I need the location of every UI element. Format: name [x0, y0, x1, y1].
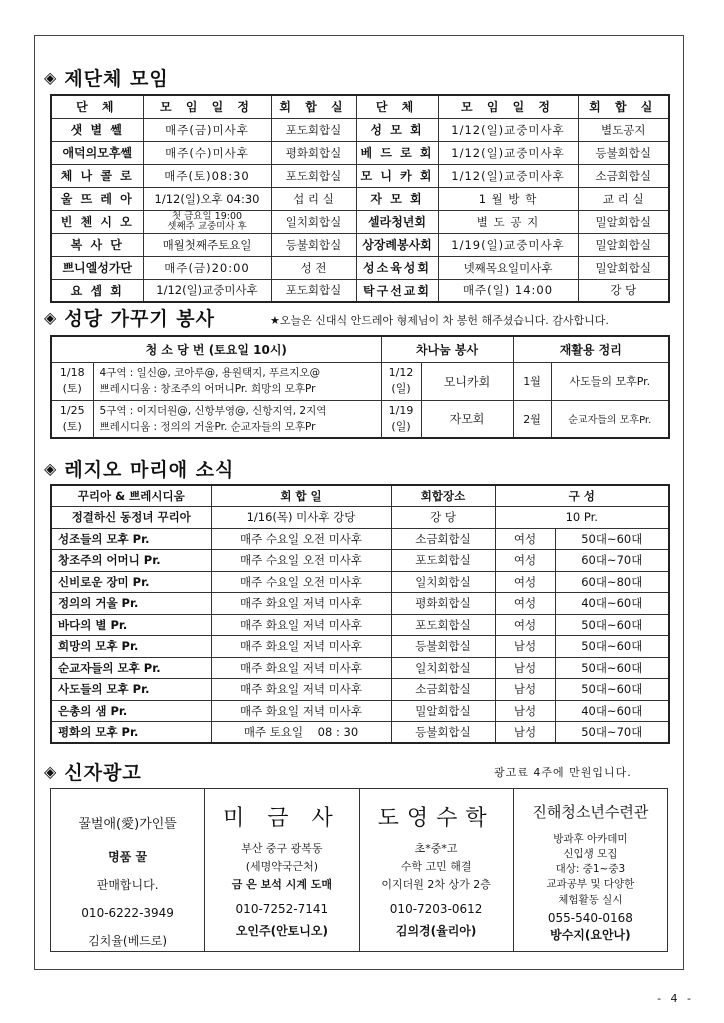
meeting-day: 매주 수요일 오전 미사후 [211, 528, 391, 550]
recycle-group: 사도들의 모후Pr. [551, 362, 669, 400]
room: 포도회합실 [271, 118, 356, 141]
schedule-line: 셋째주 교중미사 후 [167, 220, 247, 232]
diamond-icon: ◈ [44, 307, 57, 327]
ad-youth-center [514, 789, 667, 951]
ad-phone: 010-7252-7141 [235, 902, 329, 916]
age-range: 60대~80대 [555, 571, 669, 593]
month: 1월 [513, 362, 551, 400]
section-legio-heading [44, 455, 234, 482]
page-number: - 4 - [657, 992, 694, 1005]
presidium-name: 바다의 별 Pr. [51, 614, 211, 636]
table-row [51, 507, 669, 529]
date: 1/12 [388, 366, 414, 379]
section-title: 제단체 모임 [64, 68, 169, 90]
header-cell: 모 임 일 정 [143, 95, 271, 118]
room: 밀알회합실 [578, 256, 669, 279]
room: 일치회합실 [271, 210, 356, 233]
meeting-place: 소금회합실 [391, 679, 495, 701]
recycle-group: 순교자들의 모후Pr. [551, 400, 669, 438]
meeting-place: 포도회합실 [391, 614, 495, 636]
table-row [51, 528, 669, 550]
group-name: 자 모 회 [356, 187, 438, 210]
meeting-place: 일치회합실 [391, 657, 495, 679]
table-row [51, 187, 669, 210]
table-row [51, 279, 669, 302]
presidium-name: 희망의 모후 Pr. [51, 636, 211, 658]
ad-contact: 김치율(베드로) [88, 934, 168, 948]
composition: 10 Pr. [495, 507, 669, 529]
ad-line: 판매합니다. [96, 878, 159, 892]
tea-group: 자모회 [421, 400, 513, 438]
header-cell: 꾸리아 & 쁘레시디움 [51, 485, 211, 507]
room: 밀알회합실 [578, 210, 669, 233]
group-name: 성소육성회 [356, 256, 438, 279]
age-range: 40대~60대 [555, 700, 669, 722]
ad-line: 금 은 보석 시계 도매 [231, 878, 333, 891]
header-cell: 단 체 [356, 95, 438, 118]
meeting-place: 밀알회합실 [391, 700, 495, 722]
ad-title: 꿀벌애(愛)가인뜰 [78, 817, 177, 832]
cleaning-line: 쁘레시디움 : 창조주의 어머니Pr. 희망의 모후Pr [99, 383, 316, 395]
ad-title: 진해청소년수련관 [532, 803, 649, 821]
header-cell: 청 소 당 번 (토요일 10시) [51, 336, 381, 362]
section-title: 레지오 마리애 소식 [64, 459, 235, 481]
gender: 남성 [495, 657, 555, 679]
header-cell: 회 합 실 [578, 95, 669, 118]
room: 평화회합실 [271, 141, 356, 164]
groups-table [50, 94, 670, 303]
age-range: 50대~60대 [555, 657, 669, 679]
meeting-place: 등불회합실 [391, 636, 495, 658]
table-row [51, 164, 669, 187]
header-cell: 회합장소 [391, 485, 495, 507]
cleaning-detail [93, 362, 381, 400]
meeting-day: 매주 화요일 저녁 미사후 [211, 679, 391, 701]
group-name: 샛 별 쎌 [51, 118, 143, 141]
age-range: 60대~70대 [555, 550, 669, 572]
ad-math [360, 789, 514, 951]
legio-table [50, 484, 670, 744]
ad-line: 이지더원 2차 상가 2층 [381, 878, 491, 891]
group-name: 복 사 단 [51, 233, 143, 256]
room: 소금회합실 [578, 164, 669, 187]
age-range: 40대~60대 [555, 593, 669, 615]
schedule: 1/12(일)교중미사후 [438, 118, 578, 141]
presidium-name: 순교자들의 모후 Pr. [51, 657, 211, 679]
schedule: 1/12(일)교중미사후 [438, 141, 578, 164]
header-cell: 회 합 실 [271, 95, 356, 118]
ad-contact: 오인주(안토니오) [235, 924, 328, 938]
cleaning-line: 쁘레시디움 : 정의의 거울Pr. 순교자들의 모후Pr [99, 420, 316, 433]
ad-line: 수학 고민 해결 [400, 860, 472, 873]
gender: 여성 [495, 593, 555, 615]
presidium-name: 평화의 모후 Pr. [51, 722, 211, 744]
date: 1/19 [388, 403, 414, 417]
ad-phone: 010-6222-3949 [81, 906, 174, 920]
ad-title: 미 금 사 [223, 806, 341, 831]
month: 2월 [513, 400, 551, 438]
table-header-row [51, 336, 669, 362]
group-name: 애덕의모후쎌 [51, 141, 143, 164]
ad-fee-notice: 광고료 4주에 만원입니다. [494, 766, 632, 779]
ad-phone: 010-7203-0612 [389, 902, 483, 916]
meeting-day: 매주 화요일 저녁 미사후 [211, 657, 391, 679]
ad-line: 교과공부 및 다양한 [546, 878, 635, 890]
ad-line: (세명약국근처) [245, 860, 319, 873]
meeting-day: 매주 화요일 저녁 미사후 [211, 700, 391, 722]
schedule: 매주(수)미사후 [143, 141, 271, 164]
room: 성 전 [271, 256, 356, 279]
date-cell [51, 400, 93, 438]
table-header-row [51, 95, 669, 118]
date-cell [381, 362, 421, 400]
gender: 남성 [495, 679, 555, 701]
table-row [51, 679, 669, 701]
section-ads-heading [44, 758, 142, 785]
cleaning-line: 4구역 : 일신@, 코아루@, 용원택지, 푸르지오@ [99, 367, 321, 379]
age-range: 50대~70대 [555, 722, 669, 744]
date: 1/18 [59, 366, 85, 379]
header-cell: 단 체 [51, 95, 143, 118]
group-name: 울 뜨 레 아 [51, 187, 143, 210]
diamond-icon: ◈ [44, 458, 57, 478]
table-row [51, 550, 669, 572]
room: 등불회합실 [271, 233, 356, 256]
ad-contact: 방수지(요안나) [550, 928, 631, 942]
meeting-place: 일치회합실 [391, 571, 495, 593]
meeting-place: 포도회합실 [391, 550, 495, 572]
room: 별도공지 [578, 118, 669, 141]
cleaning-line: 5구역 : 이지더원@, 신항부영@, 신항지역, 2지역 [99, 404, 327, 417]
table-row [51, 614, 669, 636]
table-row [51, 362, 669, 400]
header-cell: 회 합 일 [211, 485, 391, 507]
schedule: 1/12(일)교중미사후 [143, 279, 271, 302]
group-name: 쁘니엘성가단 [51, 256, 143, 279]
ad-line: 대상: 중1~중3 [555, 863, 626, 875]
group-name: 탁구선교회 [356, 279, 438, 302]
section-service-heading [44, 304, 215, 331]
ad-line: 부산 중구 광복동 [241, 842, 323, 855]
schedule: 매주(금)미사후 [143, 118, 271, 141]
table-row [51, 593, 669, 615]
header-cell: 차나눔 봉사 [381, 336, 513, 362]
room: 등불회합실 [578, 141, 669, 164]
age-range: 50대~60대 [555, 528, 669, 550]
schedule: 1/19(일)교중미사후 [438, 233, 578, 256]
group-name: 셀라청년회 [356, 210, 438, 233]
group-name: 상장례봉사회 [356, 233, 438, 256]
schedule-line: 첫 금요일 19:00 [171, 210, 243, 222]
diamond-icon: ◈ [44, 67, 57, 87]
room: 포도회합실 [271, 279, 356, 302]
room: 밀알회합실 [578, 233, 669, 256]
room: 포도회합실 [271, 164, 356, 187]
ad-line: 신입생 모집 [563, 848, 618, 860]
meeting-day: 매주 토요일 08 : 30 [211, 722, 391, 744]
section-title: 신자광고 [64, 762, 142, 784]
gender: 남성 [495, 700, 555, 722]
table-row [51, 636, 669, 658]
meeting-day: 매주 화요일 저녁 미사후 [211, 593, 391, 615]
schedule: 매주(토)08:30 [143, 164, 271, 187]
ad-phone: 055-540-0168 [547, 911, 633, 925]
diamond-icon: ◈ [44, 761, 57, 781]
table-row [51, 233, 669, 256]
ad-title: 도영수학 [377, 806, 495, 831]
section-title: 성당 가꾸기 봉사 [64, 308, 216, 330]
table-row [51, 571, 669, 593]
ad-line: 방과후 아카데미 [553, 833, 628, 845]
schedule: 1 월 방 학 [438, 187, 578, 210]
presidium-name: 성조들의 모후 Pr. [51, 528, 211, 550]
schedule: 1/12(일)오후 04:30 [143, 187, 271, 210]
curia-name: 정결하신 동정녀 꾸리아 [51, 507, 211, 529]
day: (일) [391, 419, 411, 433]
table-row [51, 210, 669, 233]
meeting-day: 매주 수요일 오전 미사후 [211, 571, 391, 593]
room: 섭 리 실 [271, 187, 356, 210]
group-name: 성 모 회 [356, 118, 438, 141]
gender: 여성 [495, 571, 555, 593]
table-row [51, 400, 669, 438]
header-cell: 구 성 [495, 485, 669, 507]
meeting-place: 평화회합실 [391, 593, 495, 615]
ad-honey [51, 789, 205, 951]
schedule: 별 도 공 지 [438, 210, 578, 233]
meeting-day: 매주 수요일 오전 미사후 [211, 550, 391, 572]
schedule [143, 210, 271, 233]
presidium-name: 신비로운 장미 Pr. [51, 571, 211, 593]
gender: 여성 [495, 614, 555, 636]
meeting-place: 등불회합실 [391, 722, 495, 744]
gender: 여성 [495, 550, 555, 572]
schedule: 1/12(일)교중미사후 [438, 164, 578, 187]
presidium-name: 정의의 거울 Pr. [51, 593, 211, 615]
presidium-name: 사도들의 모후 Pr. [51, 679, 211, 701]
table-header-row [51, 485, 669, 507]
gender: 남성 [495, 636, 555, 658]
group-name: 빈 첸 시 오 [51, 210, 143, 233]
tea-group: 모니카회 [421, 362, 513, 400]
date: 1/25 [59, 403, 85, 417]
table-row [51, 118, 669, 141]
table-row [51, 700, 669, 722]
group-name: 모 니 카 회 [356, 164, 438, 187]
meeting-place: 소금회합실 [391, 528, 495, 550]
ad-line: 체험활동 실시 [558, 894, 623, 906]
day: (일) [391, 382, 411, 395]
cleaning-detail [93, 400, 381, 438]
age-range: 50대~60대 [555, 636, 669, 658]
day: (토) [62, 419, 82, 433]
room: 교 리 실 [578, 187, 669, 210]
ad-jewelry [205, 789, 359, 951]
ad-line: 명품 꿀 [108, 850, 148, 864]
date-cell [51, 362, 93, 400]
table-row [51, 256, 669, 279]
table-row [51, 657, 669, 679]
gender: 여성 [495, 528, 555, 550]
header-cell: 모 임 일 정 [438, 95, 578, 118]
service-table [50, 335, 670, 439]
ad-contact: 김의경(율리아) [395, 924, 477, 938]
header-cell: 재활용 정리 [513, 336, 669, 362]
schedule: 넷째목요일미사후 [438, 256, 578, 279]
schedule: 매월첫째주토요일 [143, 233, 271, 256]
schedule: 매주(일) 14:00 [438, 279, 578, 302]
group-name: 베 드 로 회 [356, 141, 438, 164]
section-groups-heading [44, 64, 169, 91]
donation-notice: ★오늘은 신대식 안드레아 형제님이 차 봉헌 해주셨습니다. 감사합니다. [270, 314, 609, 327]
group-name: 체 나 콜 로 [51, 164, 143, 187]
meeting-place: 강 당 [391, 507, 495, 529]
day: (토) [62, 382, 82, 395]
ad-line: 초*중*고 [414, 842, 458, 855]
presidium-name: 은총의 샘 Pr. [51, 700, 211, 722]
room: 강 당 [578, 279, 669, 302]
presidium-name: 창조주의 어머니 Pr. [51, 550, 211, 572]
gender: 남성 [495, 722, 555, 744]
table-row [51, 141, 669, 164]
meeting-day: 1/16(목) 미사후 강당 [211, 507, 391, 529]
schedule: 매주(금)20:00 [143, 256, 271, 279]
meeting-day: 매주 화요일 저녁 미사후 [211, 614, 391, 636]
age-range: 50대~60대 [555, 679, 669, 701]
meeting-day: 매주 화요일 저녁 미사후 [211, 636, 391, 658]
table-row [51, 722, 669, 744]
age-range: 50대~60대 [555, 614, 669, 636]
group-name: 요 셉 회 [51, 279, 143, 302]
ads-box [50, 788, 668, 952]
date-cell [381, 400, 421, 438]
